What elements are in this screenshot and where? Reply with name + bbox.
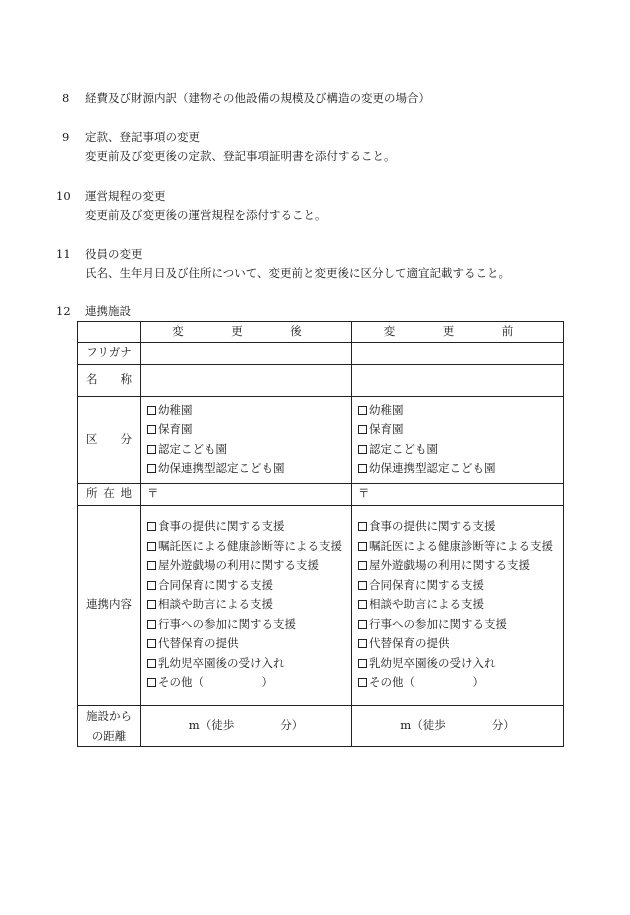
checkbox-icon[interactable] xyxy=(358,445,367,454)
checkbox-icon[interactable] xyxy=(147,659,156,668)
checkbox-icon[interactable] xyxy=(147,464,156,473)
content-option-item[interactable] xyxy=(147,634,345,654)
category-option-label: 認定こども園 xyxy=(369,441,438,456)
category-before-options xyxy=(352,396,564,483)
checkbox-icon[interactable] xyxy=(147,522,156,531)
content-option-item[interactable] xyxy=(147,595,345,615)
content-option-item[interactable] xyxy=(147,615,345,635)
section-title: 運営規程の変更 xyxy=(85,189,166,203)
content-option-item[interactable] xyxy=(358,556,557,576)
checkbox-icon[interactable] xyxy=(147,639,156,648)
category-option-item[interactable] xyxy=(147,459,345,479)
checkbox-icon[interactable] xyxy=(147,678,156,687)
checkbox-icon[interactable] xyxy=(147,581,156,590)
content-option-item[interactable] xyxy=(358,537,557,557)
section-number: 10 xyxy=(56,189,71,203)
content-option-item[interactable] xyxy=(147,673,345,693)
row-address xyxy=(78,483,564,505)
row-furigana xyxy=(78,342,564,364)
checkbox-icon[interactable] xyxy=(147,542,156,551)
header-after: 変 更 後 xyxy=(141,322,352,343)
category-option-label: 幼保連携型認定こども園 xyxy=(158,461,285,475)
row-category xyxy=(78,396,564,483)
category-option-label: 幼保連携型認定こども園 xyxy=(369,461,496,475)
section-description: 変更前及び変更後の定款、登記事項証明書を添付すること。 xyxy=(85,149,396,163)
checkbox-icon[interactable] xyxy=(358,678,367,687)
content-option-label: 嘱託医による健康診断等による支援 xyxy=(369,538,553,553)
postal-mark: 〒 xyxy=(358,486,370,501)
section-number: 8 xyxy=(62,91,70,105)
content-option-label: 乳幼児卒園後の受け入れ xyxy=(369,655,496,670)
content-option-label: その他（ ） xyxy=(369,675,484,690)
name-before-field[interactable] xyxy=(352,364,564,396)
row-label-address: 所 在 地 xyxy=(78,483,141,505)
header-before: 変 更 前 xyxy=(352,322,564,343)
row-label-furigana: フリガナ xyxy=(78,342,141,364)
category-option-item[interactable] xyxy=(358,401,557,421)
content-option-label: 屋外遊戯場の利用に関する支援 xyxy=(369,558,530,573)
content-option-item[interactable] xyxy=(358,654,557,674)
name-after-field[interactable] xyxy=(141,364,352,396)
row-label-distance: 施設からの距離 xyxy=(78,705,141,746)
content-option-label: 屋外遊戯場の利用に関する支援 xyxy=(158,558,319,573)
checkbox-icon[interactable] xyxy=(147,425,156,434)
section-title: 役員の変更 xyxy=(85,247,143,261)
category-option-item[interactable] xyxy=(147,420,345,440)
section-title: 連携施設 xyxy=(85,304,131,318)
furigana-after-field[interactable] xyxy=(141,342,352,364)
distance-before-field[interactable]: m（徒歩 分） xyxy=(352,705,564,746)
content-option-label: 代替保育の提供 xyxy=(369,636,450,651)
content-option-item[interactable] xyxy=(358,634,557,654)
category-option-label: 幼稚園 xyxy=(369,402,404,417)
section-title: 経費及び財源内訳（建物その他設備の規模及び構造の変更の場合） xyxy=(85,91,430,105)
checkbox-icon[interactable] xyxy=(358,425,367,434)
checkbox-icon[interactable] xyxy=(358,581,367,590)
content-option-label: 合同保育に関する支援 xyxy=(369,577,484,592)
content-option-item[interactable] xyxy=(147,556,345,576)
content-option-item[interactable] xyxy=(147,654,345,674)
row-name xyxy=(78,364,564,396)
content-option-label: 食事の提供に関する支援 xyxy=(369,519,496,534)
furigana-before-field[interactable] xyxy=(352,342,564,364)
postal-mark: 〒 xyxy=(147,486,159,501)
table-header-row xyxy=(78,322,564,343)
row-label-content: 連携内容 xyxy=(78,505,141,705)
content-option-label: 相談や助言による支援 xyxy=(369,597,484,612)
content-option-label: 行事への参加に関する支援 xyxy=(158,616,296,631)
category-option-item[interactable] xyxy=(358,440,557,460)
section-description: 氏名、生年月日及び住所について、変更前と変更後に区分して適宜記載すること。 xyxy=(85,266,511,280)
checkbox-icon[interactable] xyxy=(358,620,367,629)
address-before-field[interactable] xyxy=(352,483,564,505)
content-option-item[interactable] xyxy=(358,615,557,635)
checkbox-icon[interactable] xyxy=(358,659,367,668)
content-option-item[interactable] xyxy=(147,576,345,596)
checkbox-icon[interactable] xyxy=(358,406,367,415)
checkbox-icon[interactable] xyxy=(358,522,367,531)
category-option-label: 保育園 xyxy=(158,422,193,436)
content-option-item[interactable] xyxy=(358,517,557,537)
category-option-item[interactable] xyxy=(358,459,557,479)
checkbox-icon[interactable] xyxy=(358,600,367,609)
content-option-label: その他（ ） xyxy=(158,675,273,690)
content-option-item[interactable] xyxy=(358,673,557,693)
category-option-item[interactable] xyxy=(147,440,345,460)
section-number: 12 xyxy=(56,304,71,318)
checkbox-icon[interactable] xyxy=(358,639,367,648)
row-content xyxy=(78,505,564,705)
content-option-label: 代替保育の提供 xyxy=(158,636,239,651)
category-option-item[interactable] xyxy=(358,420,557,440)
content-option-label: 行事への参加に関する支援 xyxy=(369,616,507,631)
category-option-label: 保育園 xyxy=(369,422,404,436)
checkbox-icon[interactable] xyxy=(358,542,367,551)
address-after-field[interactable] xyxy=(141,483,352,505)
content-option-item[interactable] xyxy=(147,537,345,557)
row-distance xyxy=(78,705,564,746)
category-option-label: 認定こども園 xyxy=(158,441,227,456)
section-description: 変更前及び変更後の運営規程を添付すること。 xyxy=(85,208,327,222)
distance-after-field[interactable]: m（徒歩 分） xyxy=(141,705,352,746)
section-number: 9 xyxy=(62,130,70,144)
category-option-item[interactable] xyxy=(147,401,345,421)
checkbox-icon[interactable] xyxy=(147,406,156,415)
checkbox-icon[interactable] xyxy=(358,464,367,473)
checkbox-icon[interactable] xyxy=(358,561,367,570)
checkbox-icon[interactable] xyxy=(147,445,156,454)
category-option-label: 幼稚園 xyxy=(158,402,193,417)
section-number: 11 xyxy=(56,247,71,261)
content-before-options xyxy=(352,505,564,705)
partner-facility-table xyxy=(77,321,564,747)
content-option-label: 乳幼児卒園後の受け入れ xyxy=(158,655,285,670)
row-label-name: 名 称 xyxy=(78,364,141,396)
checkbox-icon[interactable] xyxy=(147,600,156,609)
header-empty-cell xyxy=(78,322,141,343)
content-option-label: 相談や助言による支援 xyxy=(158,597,273,612)
content-option-item[interactable] xyxy=(358,576,557,596)
content-after-options xyxy=(141,505,352,705)
checkbox-icon[interactable] xyxy=(147,561,156,570)
section-title: 定款、登記事項の変更 xyxy=(85,130,200,144)
row-label-category: 区 分 xyxy=(78,396,141,483)
category-after-options xyxy=(141,396,352,483)
content-option-item[interactable] xyxy=(147,517,345,537)
content-option-label: 合同保育に関する支援 xyxy=(158,577,273,592)
content-option-label: 食事の提供に関する支援 xyxy=(158,519,285,534)
content-option-label: 嘱託医による健康診断等による支援 xyxy=(158,538,342,553)
checkbox-icon[interactable] xyxy=(147,620,156,629)
content-option-item[interactable] xyxy=(358,595,557,615)
